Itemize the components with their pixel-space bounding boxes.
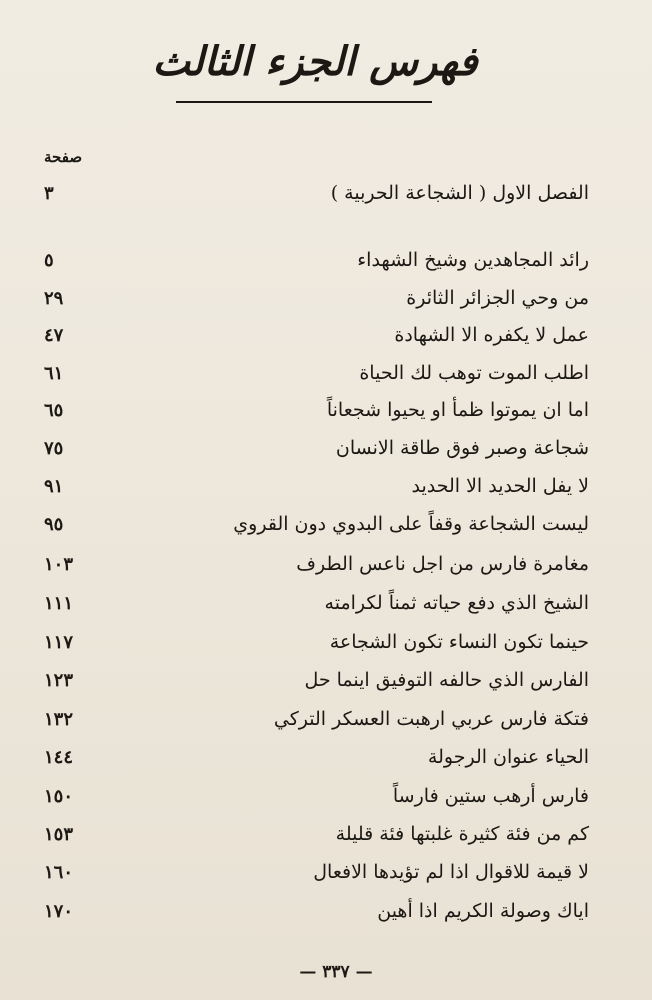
- toc-entry: [44, 703, 589, 735]
- toc-entry: [44, 548, 589, 580]
- toc-entry: [44, 664, 589, 696]
- toc-entry-title: اما ان يموتوا ظمأ او يحيوا شجعاناً: [326, 399, 589, 421]
- toc-entry: [44, 470, 589, 502]
- toc-entry: [44, 626, 589, 658]
- toc-entry-page: ١٢٣: [44, 669, 74, 691]
- page-column-header: صفحة: [44, 148, 83, 166]
- toc-entry-title: الفصل الاول ( الشجاعة الحربية ): [330, 182, 589, 204]
- toc-entry-title: اياك وصولة الكريم اذا أهين: [377, 900, 589, 922]
- toc-entry-title: رائد المجاهدين وشيخ الشهداء: [357, 249, 589, 271]
- toc-entry-title: كم من فئة كثيرة غلبتها فئة قليلة: [335, 823, 589, 845]
- toc-entry-title: الفارس الذي حالفه التوفيق اينما حل: [304, 669, 589, 691]
- toc-entry: [44, 394, 589, 426]
- toc-entry: [44, 244, 589, 276]
- toc-entry-title: عمل لا يكفره الا الشهادة: [394, 324, 589, 346]
- toc-entry-page: ١٥٣: [44, 823, 74, 845]
- toc-entry-title: لا قيمة للاقوال اذا لم تؤيدها الافعال: [313, 861, 589, 883]
- toc-entry-page: ١٥٠: [44, 785, 74, 807]
- toc-entry-title: ليست الشجاعة وقفاً على البدوي دون القروي: [233, 513, 589, 535]
- toc-entry-title: مغامرة فارس من اجل ناعس الطرف: [296, 553, 589, 575]
- toc-entry: [44, 895, 589, 927]
- toc-entry-page: ٧٥: [44, 437, 64, 459]
- toc-entry-title: فتكة فارس عربي ارهبت العسكر التركي: [273, 708, 589, 730]
- toc-entry-page: ٣: [44, 182, 54, 204]
- toc-entry: [44, 319, 589, 351]
- toc-entry-title: اطلب الموت توهب لك الحياة: [359, 362, 589, 384]
- toc-entry-page: ٩٥: [44, 513, 64, 535]
- toc-entry: [44, 432, 589, 464]
- toc-entry: [44, 508, 589, 540]
- toc-entry: [44, 818, 589, 850]
- toc-entry-title: حينما تكون النساء تكون الشجاعة: [329, 631, 589, 653]
- toc-entry-page: ١٧٠: [44, 900, 74, 922]
- toc-entry: [44, 282, 589, 314]
- toc-entry-title: لا يفل الحديد الا الحديد: [411, 475, 589, 497]
- toc-entry-page: ١٠٣: [44, 553, 74, 575]
- toc-entry-page: ٦٥: [44, 399, 64, 421]
- toc-entry: [44, 177, 589, 209]
- page-title: فهرس الجزء الثالث: [152, 38, 478, 85]
- toc-entry-page: ٩١: [44, 475, 64, 497]
- toc-entry: [44, 357, 589, 389]
- toc-entry: [44, 780, 589, 812]
- toc-entry-page: ١٦٠: [44, 861, 74, 883]
- toc-entry: [44, 856, 589, 888]
- toc-entry: [44, 587, 589, 619]
- toc-entry-page: ٢٩: [44, 287, 64, 309]
- toc-entry-page: ١٤٤: [44, 746, 74, 768]
- toc-entry-title: الحياء عنوان الرجولة: [427, 746, 589, 768]
- toc-entry-page: ١٣٢: [44, 708, 74, 730]
- toc-entry-page: ٦١: [44, 362, 64, 384]
- title-underline: [176, 101, 432, 103]
- toc-entry-page: ١١٧: [44, 631, 74, 653]
- toc-entry-title: الشيخ الذي دفع حياته ثمناً لكرامته: [324, 592, 589, 614]
- page-number: — ٣٣٧ —: [299, 962, 373, 982]
- toc-entry-title: فارس أرهب ستين فارساً: [392, 785, 589, 807]
- toc-entry-page: ٥: [44, 249, 54, 271]
- toc-entry-page: ٤٧: [44, 324, 64, 346]
- toc-entry: [44, 741, 589, 773]
- toc-entry-title: شجاعة وصبر فوق طاقة الانسان: [335, 437, 589, 459]
- toc-entry-page: ١١١: [44, 592, 74, 614]
- toc-entry-title: من وحي الجزائر الثائرة: [406, 287, 589, 309]
